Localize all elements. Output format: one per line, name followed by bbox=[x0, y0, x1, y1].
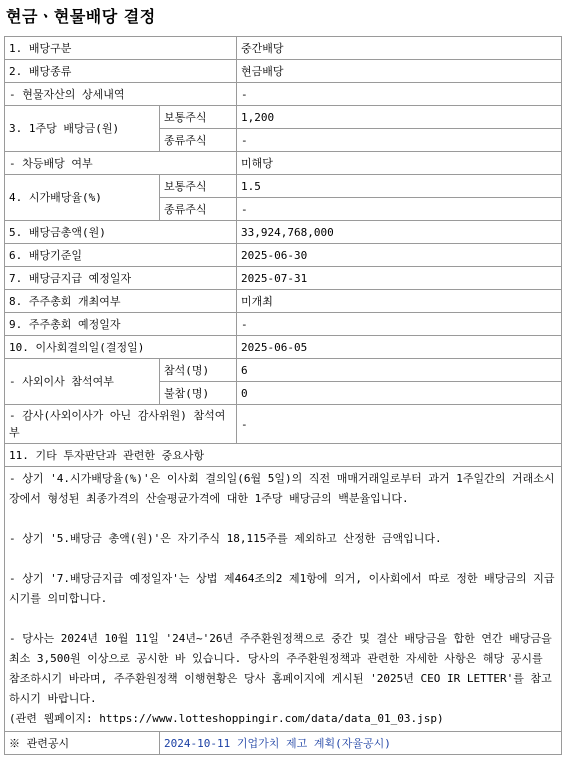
sub-label: 보통주식 bbox=[160, 175, 237, 198]
table-row bbox=[5, 336, 562, 359]
table-row bbox=[5, 83, 562, 106]
sub-label: 종류주식 bbox=[160, 198, 237, 221]
table-row bbox=[5, 444, 562, 467]
note-paragraph: - 당사는 2024년 10월 11일 '24년~'26년 주주환원정책으로 중간 및 결산 배당금을 합한 연간 배당금을 최소 3,500원 이상으로 공시한 바 있습니다. 당사의 주주환원정책과 관련한 자세한 사항은 해당 공시를 참조하시기 바라며, 주주환원정책 이행현황은 당사 홈페이지에 게시된 '2025년 CEO IR LETTER'를 참고하시기 바랍니다. bbox=[9, 632, 552, 705]
page-title: 현금ㆍ현물배당 결정 bbox=[6, 7, 156, 26]
row-label: ※ 관련공시 bbox=[5, 732, 160, 755]
section-heading: 11. 기타 투자판단과 관련한 중요사항 bbox=[5, 444, 562, 467]
table-row bbox=[5, 152, 562, 175]
row-value: 중간배당 bbox=[237, 37, 562, 60]
row-label: - 현물자산의 상세내역 bbox=[5, 83, 237, 106]
row-value: - bbox=[237, 313, 562, 336]
row-label: 2. 배당종류 bbox=[5, 60, 237, 83]
table-row bbox=[5, 175, 562, 198]
table-row bbox=[5, 405, 562, 444]
note-paragraph: - 상기 '5.배당금 총액(원)'은 자기주식 18,115주를 제외하고 산정한 금액입니다. bbox=[9, 532, 442, 545]
row-value: 1.5 bbox=[237, 175, 562, 198]
table-row bbox=[5, 313, 562, 336]
row-label: 3. 1주당 배당금(원) bbox=[5, 106, 160, 152]
row-label: 6. 배당기준일 bbox=[5, 244, 237, 267]
sub-label: 참석(명) bbox=[160, 359, 237, 382]
table-row bbox=[5, 290, 562, 313]
table-row bbox=[5, 37, 562, 60]
row-label: 10. 이사회결의일(결정일) bbox=[5, 336, 237, 359]
row-value: 2025-06-05 bbox=[237, 336, 562, 359]
row-value: - bbox=[237, 129, 562, 152]
row-value: 33,924,768,000 bbox=[237, 221, 562, 244]
table-row bbox=[5, 221, 562, 244]
table-row bbox=[5, 106, 562, 129]
table-row bbox=[5, 732, 562, 755]
table-row bbox=[5, 467, 562, 732]
table-row bbox=[5, 267, 562, 290]
row-label: 1. 배당구분 bbox=[5, 37, 237, 60]
table-row bbox=[5, 359, 562, 382]
row-value: 현금배당 bbox=[237, 60, 562, 83]
note-paragraph: - 상기 '7.배당금지급 예정일자'는 상법 제464조의2 제1항에 의거, 이사회에서 따로 정한 배당금의 지급 시기를 의미합니다. bbox=[9, 572, 555, 605]
table-row bbox=[5, 244, 562, 267]
row-label: 8. 주주총회 개최여부 bbox=[5, 290, 237, 313]
row-value: - bbox=[237, 405, 562, 444]
sub-label: 종류주식 bbox=[160, 129, 237, 152]
sub-label: 보통주식 bbox=[160, 106, 237, 129]
related-disclosure-link[interactable]: 2024-10-11 기업가치 제고 계획(자율공시) bbox=[160, 732, 562, 755]
row-label: - 차등배당 여부 bbox=[5, 152, 237, 175]
row-value: 0 bbox=[237, 382, 562, 405]
sub-label: 불참(명) bbox=[160, 382, 237, 405]
table-row bbox=[5, 60, 562, 83]
other-matters-text bbox=[5, 467, 562, 732]
row-value: 6 bbox=[237, 359, 562, 382]
row-label: 5. 배당금총액(원) bbox=[5, 221, 237, 244]
row-value: 미해당 bbox=[237, 152, 562, 175]
row-value: - bbox=[237, 198, 562, 221]
row-label: - 감사(사외이사가 아닌 감사위원) 참석여부 bbox=[5, 405, 237, 444]
disclosure-table bbox=[4, 36, 562, 755]
row-value: 2025-07-31 bbox=[237, 267, 562, 290]
note-paragraph: - 상기 '4.시가배당율(%)'은 이사회 결의일(6월 5일)의 직전 매매거래일로부터 과거 1주일간의 거래소시장에서 형성된 최종가격의 산술평균가격에 대한 1주당 배당금의 백분율입니다. bbox=[9, 472, 555, 505]
row-value: 미개최 bbox=[237, 290, 562, 313]
row-label: 7. 배당금지급 예정일자 bbox=[5, 267, 237, 290]
related-webpage: (관련 웹페이지: https://www.lotteshoppingir.com/data/data_01_03.jsp) bbox=[9, 712, 444, 725]
row-label: - 사외이사 참석여부 bbox=[5, 359, 160, 405]
row-label: 4. 시가배당율(%) bbox=[5, 175, 160, 221]
row-value: - bbox=[237, 83, 562, 106]
row-value: 1,200 bbox=[237, 106, 562, 129]
row-value: 2025-06-30 bbox=[237, 244, 562, 267]
row-label: 9. 주주총회 예정일자 bbox=[5, 313, 237, 336]
